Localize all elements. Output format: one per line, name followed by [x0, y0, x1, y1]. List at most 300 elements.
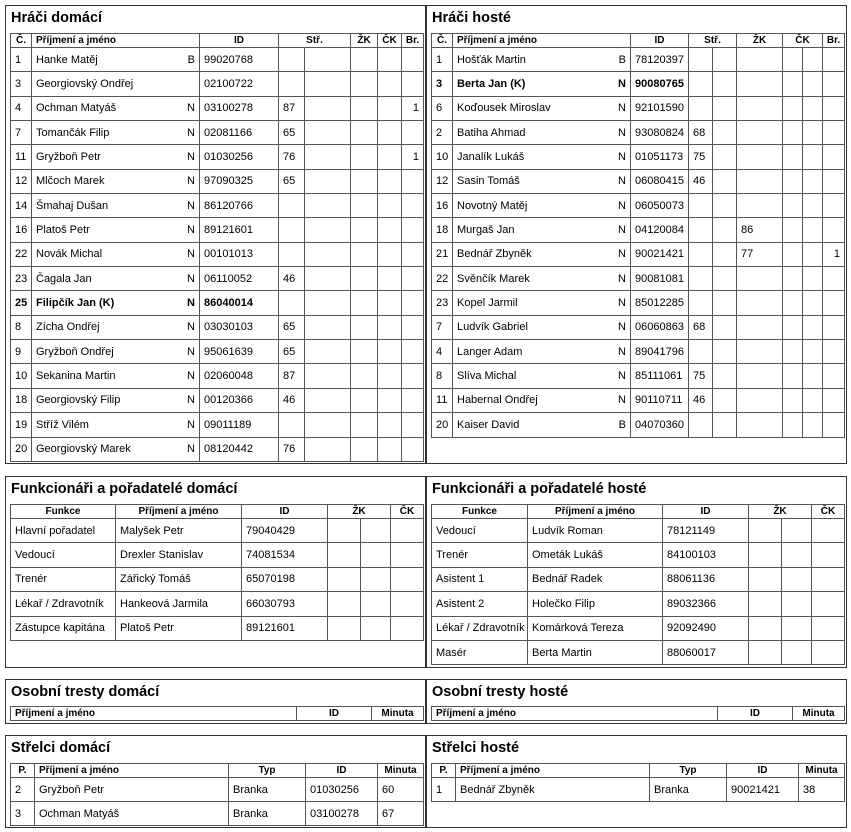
player-number: 10: [11, 364, 32, 388]
player-name: Langer Adam: [457, 345, 523, 358]
player-number: 3: [432, 72, 453, 96]
player-flag: N: [618, 175, 626, 188]
player-name-cell: [453, 169, 631, 193]
spacer-cell: [305, 437, 351, 461]
home-players-body: [11, 48, 424, 462]
home-players-title: Hráči domácí: [11, 10, 103, 26]
player-yellow-card: [351, 437, 378, 461]
player-id: 90080765: [631, 72, 689, 96]
player-red-card: [783, 267, 803, 291]
spacer-cell: [361, 567, 391, 591]
spacer-cell: [305, 364, 351, 388]
staff-red-card: [812, 616, 845, 640]
col-id-header: ID: [306, 764, 378, 778]
col-name-header: Příjmení a jméno: [35, 764, 229, 778]
player-name: Zícha Ondřej: [36, 321, 100, 334]
player-goals: [402, 388, 424, 412]
spacer-cell: [782, 543, 812, 567]
away-players-section: [426, 5, 847, 464]
player-red-card: [783, 218, 803, 242]
table-row: [11, 121, 424, 145]
col-zk-header: ŽK: [351, 34, 378, 48]
home-staff-section: [5, 476, 426, 668]
player-name-cell: [453, 145, 631, 169]
staff-red-card: [391, 543, 424, 567]
col-zk-header: ŽK: [737, 34, 783, 48]
staff-yellow-card: [328, 616, 361, 640]
player-red-card: [783, 364, 803, 388]
player-name: Bednář Zbyněk: [457, 248, 532, 261]
spacer-cell: [713, 413, 737, 437]
col-name-header: Příjmení a jméno: [11, 707, 297, 721]
player-id: 95061639: [200, 340, 279, 364]
player-number: 11: [432, 388, 453, 412]
player-flag: N: [187, 272, 195, 285]
player-flag: N: [187, 175, 195, 188]
col-no-header: Č.: [11, 34, 32, 48]
player-goals: [823, 388, 845, 412]
home-staff-title: Funkcionáři a pořadatelé domácí: [11, 481, 238, 497]
player-number: 11: [11, 145, 32, 169]
player-goals: [402, 72, 424, 96]
player-substitution: 68: [689, 121, 713, 145]
player-number: 12: [432, 169, 453, 193]
player-flag: N: [187, 151, 195, 164]
player-substitution: [279, 218, 305, 242]
player-id: 89121601: [200, 218, 279, 242]
table-row: [432, 543, 845, 567]
player-id: 00101013: [200, 242, 279, 266]
home-staff-header: [11, 505, 424, 519]
player-goals: [823, 72, 845, 96]
player-flag: B: [618, 418, 626, 431]
player-yellow-card: [737, 145, 783, 169]
player-goals: [402, 413, 424, 437]
player-yellow-card: [351, 145, 378, 169]
spacer-cell: [782, 640, 812, 664]
player-flag: N: [187, 443, 195, 456]
staff-id: 84100103: [663, 543, 749, 567]
player-name: Hanke Matěj: [36, 53, 98, 66]
player-yellow-card: 86: [737, 218, 783, 242]
staff-id: 74081534: [242, 543, 328, 567]
player-name: Filipčík Jan (K): [36, 297, 115, 310]
player-name: Sekanina Martin: [36, 370, 116, 383]
player-name: Batiha Ahmad: [457, 126, 526, 139]
player-goals: [402, 364, 424, 388]
table-row: [11, 437, 424, 461]
player-name: Habernal Ondřej: [457, 394, 538, 407]
player-flag: N: [187, 370, 195, 383]
player-id: 02100722: [200, 72, 279, 96]
player-goals: [823, 291, 845, 315]
spacer-cell: [803, 291, 823, 315]
player-flag: N: [187, 102, 195, 115]
away-players-title: Hráči hosté: [432, 10, 511, 26]
staff-id: 79040429: [242, 519, 328, 543]
home-scorers-section: [5, 735, 426, 828]
player-substitution: [279, 48, 305, 72]
player-goals: [823, 315, 845, 339]
player-red-card: [783, 413, 803, 437]
scorer-order: 1: [432, 778, 456, 802]
player-yellow-card: [351, 242, 378, 266]
away-scorers-section: [426, 735, 847, 828]
table-row: [11, 340, 424, 364]
spacer-cell: [305, 413, 351, 437]
staff-id: 65070198: [242, 567, 328, 591]
away-scorers-title: Střelci hosté: [432, 740, 520, 756]
col-id-header: ID: [718, 707, 793, 721]
player-flag: N: [187, 199, 195, 212]
player-yellow-card: [737, 194, 783, 218]
table-row: [432, 640, 845, 664]
away-staff-table: [431, 504, 845, 665]
col-ck-header: ČK: [783, 34, 823, 48]
home-scorers-title: Střelci domácí: [11, 740, 111, 756]
player-yellow-card: [351, 364, 378, 388]
staff-name: Bednář Radek: [528, 567, 663, 591]
player-name-cell: [453, 340, 631, 364]
table-row: [432, 145, 845, 169]
player-yellow-card: [737, 48, 783, 72]
spacer-cell: [803, 364, 823, 388]
player-name-cell: [453, 291, 631, 315]
table-row: [432, 340, 845, 364]
staff-yellow-card: [328, 592, 361, 616]
player-flag: N: [187, 248, 195, 261]
player-number: 4: [432, 340, 453, 364]
player-substitution: 46: [689, 388, 713, 412]
staff-role: Hlavní pořadatel: [11, 519, 116, 543]
player-number: 6: [432, 96, 453, 120]
table-row: [11, 567, 424, 591]
home-penalties-table: [10, 706, 424, 721]
spacer-cell: [713, 291, 737, 315]
player-flag: N: [618, 394, 626, 407]
staff-role: Lékař / Zdravotník: [11, 592, 116, 616]
player-id: 06050073: [631, 194, 689, 218]
spacer-cell: [782, 567, 812, 591]
table-row: [11, 519, 424, 543]
player-name-cell: [453, 194, 631, 218]
away-staff-header: [432, 505, 845, 519]
player-name: Tomančák Filip: [36, 126, 110, 139]
staff-id: 88061136: [663, 567, 749, 591]
player-goals: [823, 340, 845, 364]
home-players-header: [11, 34, 424, 48]
spacer-cell: [305, 242, 351, 266]
player-id: 90081081: [631, 267, 689, 291]
player-goals: 1: [402, 145, 424, 169]
staff-id: 88060017: [663, 640, 749, 664]
spacer-cell: [803, 388, 823, 412]
col-name-header: Příjmení a jméno: [528, 505, 663, 519]
player-name-cell: [453, 413, 631, 437]
player-red-card: [378, 194, 402, 218]
player-id: 01030256: [200, 145, 279, 169]
player-id: 93080824: [631, 121, 689, 145]
spacer-cell: [305, 291, 351, 315]
col-p-header: P.: [432, 764, 456, 778]
player-name: Koďousek Miroslav: [457, 102, 551, 115]
col-br-header: Br.: [402, 34, 424, 48]
player-substitution: [689, 291, 713, 315]
player-name-cell: [453, 315, 631, 339]
table-row: [11, 291, 424, 315]
table-row: [11, 592, 424, 616]
staff-name: Platoš Petr: [116, 616, 242, 640]
player-flag: N: [187, 345, 195, 358]
col-id-header: ID: [242, 505, 328, 519]
player-number: 16: [11, 218, 32, 242]
staff-yellow-card: [749, 567, 782, 591]
player-id: 04070360: [631, 413, 689, 437]
player-id: 06080415: [631, 169, 689, 193]
col-str-header: Stř.: [689, 34, 737, 48]
player-red-card: [783, 96, 803, 120]
scorer-order: 2: [11, 778, 35, 802]
col-id-header: ID: [297, 707, 372, 721]
player-yellow-card: [351, 121, 378, 145]
player-id: 03100278: [200, 96, 279, 120]
player-name: Šmahaj Dušan: [36, 199, 109, 212]
col-id-header: ID: [631, 34, 689, 48]
away-players-body: [432, 48, 845, 438]
player-red-card: [378, 315, 402, 339]
staff-role: Trenér: [11, 567, 116, 591]
player-name-cell: [32, 388, 200, 412]
player-number: 25: [11, 291, 32, 315]
scorer-id: 03100278: [306, 802, 378, 826]
spacer-cell: [803, 194, 823, 218]
spacer-cell: [361, 519, 391, 543]
player-substitution: [689, 218, 713, 242]
spacer-cell: [803, 242, 823, 266]
table-row: [11, 194, 424, 218]
away-players-table: [431, 33, 845, 438]
player-red-card: [378, 121, 402, 145]
spacer-cell: [305, 121, 351, 145]
player-name-cell: [32, 169, 200, 193]
player-name-cell: [32, 96, 200, 120]
col-str-header: Stř.: [279, 34, 351, 48]
player-name-cell: [32, 267, 200, 291]
player-substitution: 46: [689, 169, 713, 193]
spacer-cell: [803, 72, 823, 96]
staff-yellow-card: [749, 592, 782, 616]
spacer-cell: [713, 364, 737, 388]
player-name-cell: [32, 218, 200, 242]
player-yellow-card: [737, 121, 783, 145]
player-id: 92101590: [631, 96, 689, 120]
player-number: 4: [11, 96, 32, 120]
spacer-cell: [361, 616, 391, 640]
player-yellow-card: [351, 194, 378, 218]
player-yellow-card: [351, 267, 378, 291]
staff-name: Malyšek Petr: [116, 519, 242, 543]
player-yellow-card: 77: [737, 242, 783, 266]
player-red-card: [378, 72, 402, 96]
player-id: 02081166: [200, 121, 279, 145]
player-id: 04120084: [631, 218, 689, 242]
staff-yellow-card: [749, 543, 782, 567]
col-name-header: Příjmení a jméno: [32, 34, 200, 48]
away-staff-title: Funkcionáři a pořadatelé hosté: [432, 481, 647, 497]
spacer-cell: [713, 218, 737, 242]
player-substitution: [689, 48, 713, 72]
player-name-cell: [32, 145, 200, 169]
spacer-cell: [803, 145, 823, 169]
player-goals: [402, 340, 424, 364]
player-yellow-card: [737, 413, 783, 437]
player-name-cell: [32, 194, 200, 218]
player-number: 23: [432, 291, 453, 315]
player-number: 14: [11, 194, 32, 218]
player-flag: N: [618, 151, 626, 164]
spacer-cell: [713, 340, 737, 364]
home-penalties-title: Osobní tresty domácí: [11, 684, 160, 700]
player-red-card: [783, 145, 803, 169]
player-goals: [402, 169, 424, 193]
spacer-cell: [803, 267, 823, 291]
col-name-header: Příjmení a jméno: [116, 505, 242, 519]
player-flag: N: [618, 297, 626, 310]
player-name: Gryžboň Ondřej: [36, 345, 114, 358]
player-goals: [823, 413, 845, 437]
col-br-header: Br.: [823, 34, 845, 48]
player-id: 00120366: [200, 388, 279, 412]
spacer-cell: [713, 194, 737, 218]
player-substitution: [689, 72, 713, 96]
player-id: 89041796: [631, 340, 689, 364]
col-ck-header: ČK: [812, 505, 845, 519]
player-red-card: [378, 218, 402, 242]
staff-name: Berta Martin: [528, 640, 663, 664]
staff-id: 66030793: [242, 592, 328, 616]
spacer-cell: [305, 169, 351, 193]
player-substitution: [279, 413, 305, 437]
player-number: 1: [432, 48, 453, 72]
player-red-card: [378, 48, 402, 72]
spacer-cell: [361, 592, 391, 616]
player-id: 99020768: [200, 48, 279, 72]
player-yellow-card: [737, 267, 783, 291]
player-goals: [402, 121, 424, 145]
spacer-cell: [803, 48, 823, 72]
player-goals: [823, 121, 845, 145]
player-substitution: 76: [279, 145, 305, 169]
away-staff-section: [426, 476, 847, 668]
spacer-cell: [713, 388, 737, 412]
player-number: 18: [11, 388, 32, 412]
player-yellow-card: [737, 169, 783, 193]
player-red-card: [783, 291, 803, 315]
home-players-section: [5, 5, 426, 464]
player-yellow-card: [351, 413, 378, 437]
table-row: [11, 96, 424, 120]
scorer-minute: 67: [378, 802, 424, 826]
player-red-card: [783, 194, 803, 218]
away-players-header: [432, 34, 845, 48]
home-players-table: [10, 33, 424, 462]
player-name-cell: [32, 315, 200, 339]
player-flag: N: [618, 345, 626, 358]
player-yellow-card: [737, 291, 783, 315]
player-yellow-card: [351, 169, 378, 193]
player-flag: N: [618, 321, 626, 334]
player-red-card: [783, 169, 803, 193]
player-red-card: [378, 413, 402, 437]
player-flag: N: [187, 321, 195, 334]
col-type-header: Typ: [229, 764, 306, 778]
player-flag: N: [618, 224, 626, 237]
col-minute-header: Minuta: [372, 707, 424, 721]
staff-id: 78121149: [663, 519, 749, 543]
staff-yellow-card: [749, 519, 782, 543]
player-goals: [402, 194, 424, 218]
table-row: [432, 218, 845, 242]
player-name: Ludvík Gabriel: [457, 321, 528, 334]
col-no-header: Č.: [432, 34, 453, 48]
player-substitution: 87: [279, 96, 305, 120]
home-staff-body: [11, 519, 424, 641]
staff-red-card: [391, 519, 424, 543]
player-id: 09011189: [200, 413, 279, 437]
player-substitution: 65: [279, 340, 305, 364]
player-number: 23: [11, 267, 32, 291]
player-yellow-card: [737, 340, 783, 364]
player-name-cell: [32, 48, 200, 72]
spacer-cell: [305, 267, 351, 291]
table-row: [11, 267, 424, 291]
spacer-cell: [305, 388, 351, 412]
player-goals: [823, 194, 845, 218]
player-number: 1: [11, 48, 32, 72]
player-goals: [402, 48, 424, 72]
player-substitution: 68: [689, 315, 713, 339]
table-row: [11, 802, 424, 826]
player-id: 97090325: [200, 169, 279, 193]
player-number: 10: [432, 145, 453, 169]
table-row: [11, 145, 424, 169]
player-name: Čagala Jan: [36, 272, 92, 285]
player-red-card: [378, 242, 402, 266]
player-yellow-card: [737, 96, 783, 120]
table-row: [432, 72, 845, 96]
player-substitution: 75: [689, 145, 713, 169]
table-row: [11, 616, 424, 640]
player-substitution: 46: [279, 388, 305, 412]
spacer-cell: [782, 616, 812, 640]
table-row: [11, 72, 424, 96]
player-red-card: [378, 267, 402, 291]
player-yellow-card: [351, 315, 378, 339]
home-scorers-body: [11, 778, 424, 826]
spacer-cell: [305, 96, 351, 120]
player-number: 9: [11, 340, 32, 364]
table-row: [432, 267, 845, 291]
player-goals: [823, 145, 845, 169]
table-row: [432, 291, 845, 315]
player-name-cell: [32, 242, 200, 266]
table-row: [432, 242, 845, 266]
player-substitution: [279, 291, 305, 315]
table-row: [432, 413, 845, 437]
away-penalties-table: [431, 706, 845, 721]
player-goals: 1: [402, 96, 424, 120]
player-id: 86040014: [200, 291, 279, 315]
